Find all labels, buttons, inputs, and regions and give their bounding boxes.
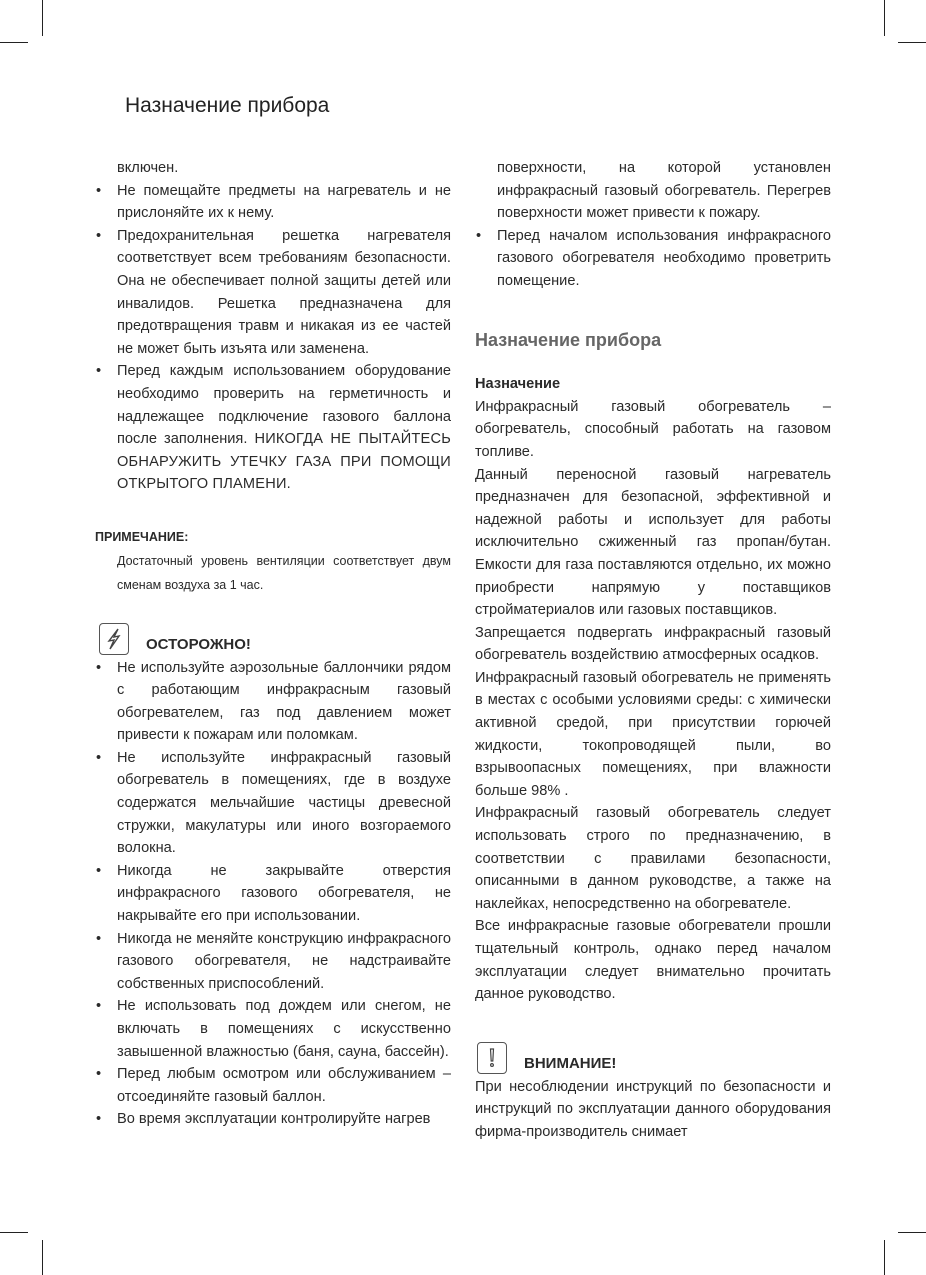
crop-mark: [898, 1232, 926, 1233]
list-item: • Никогда не закрывайте отверстия инфракрасного газового обогревателя, не накрывайте его при использовании.: [95, 860, 451, 928]
right-column: [475, 157, 831, 1144]
paragraph: поверхности, на которой установлен инфракрасный газовый обогреватель. Перегрев поверхности может привести к пожару.: [497, 160, 831, 222]
paragraph: Все инфракрасные газовые обогреватели прошли тщательный контроль, однако перед началом эксплуатации следует внимательно прочитать данное руководство.: [475, 918, 831, 1003]
safety-list: [475, 225, 831, 293]
list-item: • Во время эксплуатации контролируйте нагрев: [95, 1108, 451, 1131]
list-item: • Не помещайте предметы на нагреватель и не прислоняйте их к нему.: [95, 180, 451, 225]
paragraph: Инфракрасный газовый обогреватель не применять в местах с особыми условиями среды: с химически активной средой, при присутствии горючей жидкости, токопроводящей пыли, во взрывоопасных помещениях, при влажности больше 98% .: [475, 669, 831, 799]
warning-caps-text: НИКОГДА НЕ ПЫТАЙТЕСЬ ОБНАРУЖИТЬ УТЕЧКУ ГАЗА ПРИ ПОМОЩИ ОТКРЫТОГО ПЛАМЕНИ.: [117, 431, 451, 493]
paragraph: Данный переносной газовый нагреватель предназначен для безопасной, эффективной и надежной работы и использует для работы исключительно сжиженный газ пропан/бутан. Емкости для газа поставляются отдельно, их можно приобрести напрямую у поставщиков стройматериалов или газовых поставщиков.: [475, 466, 831, 619]
crop-mark: [884, 0, 885, 36]
crop-mark: [884, 1240, 885, 1275]
list-item: • Перед любым осмотром или обслуживанием – отсоединяйте газовый баллон.: [95, 1063, 451, 1108]
list-item: [95, 360, 451, 496]
paragraph: Инфракрасный газовый обогреватель – обогреватель, способный работать на газовом топливе.: [475, 398, 831, 460]
attention-header: [475, 1042, 831, 1074]
subheading: Назначение: [475, 376, 561, 393]
paragraph: При несоблюдении инструкций по безопасности и инструкций по эксплуатации данного оборудования фирма-производитель снимает: [475, 1078, 831, 1140]
crop-mark: [42, 1240, 43, 1275]
crop-mark: [0, 1232, 28, 1233]
list-item-text: Перед каждым использованием оборудование необходимо проверить на герметичность и надлежащее подключение газового баллона после заполнения.: [117, 363, 451, 448]
list-item: • Не используйте инфракрасный газовый обогреватель в помещениях, где в воздухе содержатся мельчайшие частицы древесной стружки, макулатуры или иного возгораемого волокна.: [95, 747, 451, 860]
caution-label: ОСТОРОЖНО!: [146, 635, 251, 653]
note-heading: ПРИМЕЧАНИЕ:: [95, 529, 189, 544]
list-item: • Предохранительная решетка нагревателя соответствует всем требованиям безопасности. Она не обеспечивает полной защиты детей или инвалидов. Решетка предназначена для предотвращения травм и никакая из ее частей не может быть изъята или заменена.: [95, 225, 451, 361]
crop-mark: [898, 42, 926, 43]
left-column: [95, 157, 451, 1131]
list-item: • Перед началом использования инфракрасного газового обогревателя необходимо проветрить помещение.: [475, 225, 831, 293]
paragraph: Запрещается подвергать инфракрасный газовый обогреватель воздействию атмосферных осадков.: [475, 624, 831, 664]
list-item: • Не используйте аэрозольные баллончики рядом с работающим инфракрасным газовый обогревателем, газ под давлением может привести к пожарам или поломкам.: [95, 657, 451, 747]
paragraph: включен.: [117, 160, 179, 176]
paragraph: Инфракрасный газовый обогреватель следует использовать строго по предназначению, в соответствии с правилами безопасности, описанными в данном руководстве, а также на наклейках, непосредственно на обогревателе.: [475, 805, 831, 912]
attention-label: ВНИМАНИЕ!: [524, 1055, 617, 1073]
list-item: • Никогда не меняйте конструкцию инфракрасного газового обогревателя, не надстраивайте собственных приспособлений.: [95, 928, 451, 996]
exclamation-icon: [477, 1042, 507, 1074]
caution-header: [95, 623, 451, 655]
safety-list: [95, 180, 451, 496]
crop-mark: [42, 0, 43, 36]
section-heading: Назначение прибора: [475, 329, 662, 350]
note-text: Достаточный уровень вентиляции соответствует двум сменам воздуха за 1 час.: [117, 553, 451, 592]
lightning-warning-icon: [99, 623, 129, 655]
crop-mark: [0, 42, 28, 43]
page-title: Назначение прибора: [125, 94, 330, 117]
caution-list: [95, 657, 451, 1131]
list-item: • Не использовать под дождем или снегом, не включать в помещениях с искусственно завышенной влажностью (баня, сауна, бассейн).: [95, 995, 451, 1063]
